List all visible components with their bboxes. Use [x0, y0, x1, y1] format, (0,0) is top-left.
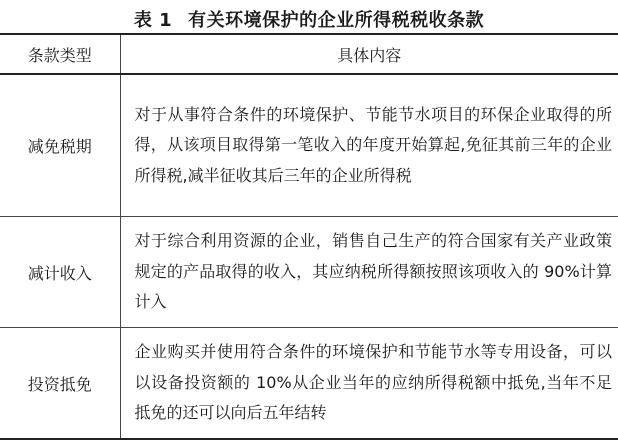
table-header-row [0, 34, 618, 74]
table-row [0, 328, 618, 440]
table-row [0, 74, 618, 217]
clause-type-cell: 减免税期 [0, 74, 120, 217]
clause-content-cell: 对于综合利用资源的企业，销售自己生产的符合国家有关产业政策规定的产品取得的收入，其应纳税所得额按照该项收入的 90%计算计入 [120, 217, 618, 328]
header-clause-type: 条款类型 [0, 34, 120, 74]
table-number: 表 1 [133, 10, 173, 31]
clause-type-cell: 减计收入 [0, 217, 120, 328]
clause-type-cell: 投资抵免 [0, 328, 120, 440]
table-caption [0, 6, 618, 32]
clause-content-cell: 企业购买并使用符合条件的环境保护和节能节水等专用设备，可以以设备投资额的 10%从企业当年的应纳所得税额中抵免,当年不足抵免的还可以向后五年结转 [120, 328, 618, 440]
clause-content-cell: 对于从事符合条件的环境保护、节能节水项目的环保企业取得的所得，从该项目取得第一笔收入的年度开始算起,免征其前三年的企业所得税,减半征收其后三年的企业所得税 [120, 74, 618, 217]
header-content: 具体内容 [120, 34, 618, 74]
table-title: 有关环境保护的企业所得税税收条款 [188, 10, 485, 31]
table-row [0, 217, 618, 328]
tax-provisions-table [0, 33, 618, 440]
